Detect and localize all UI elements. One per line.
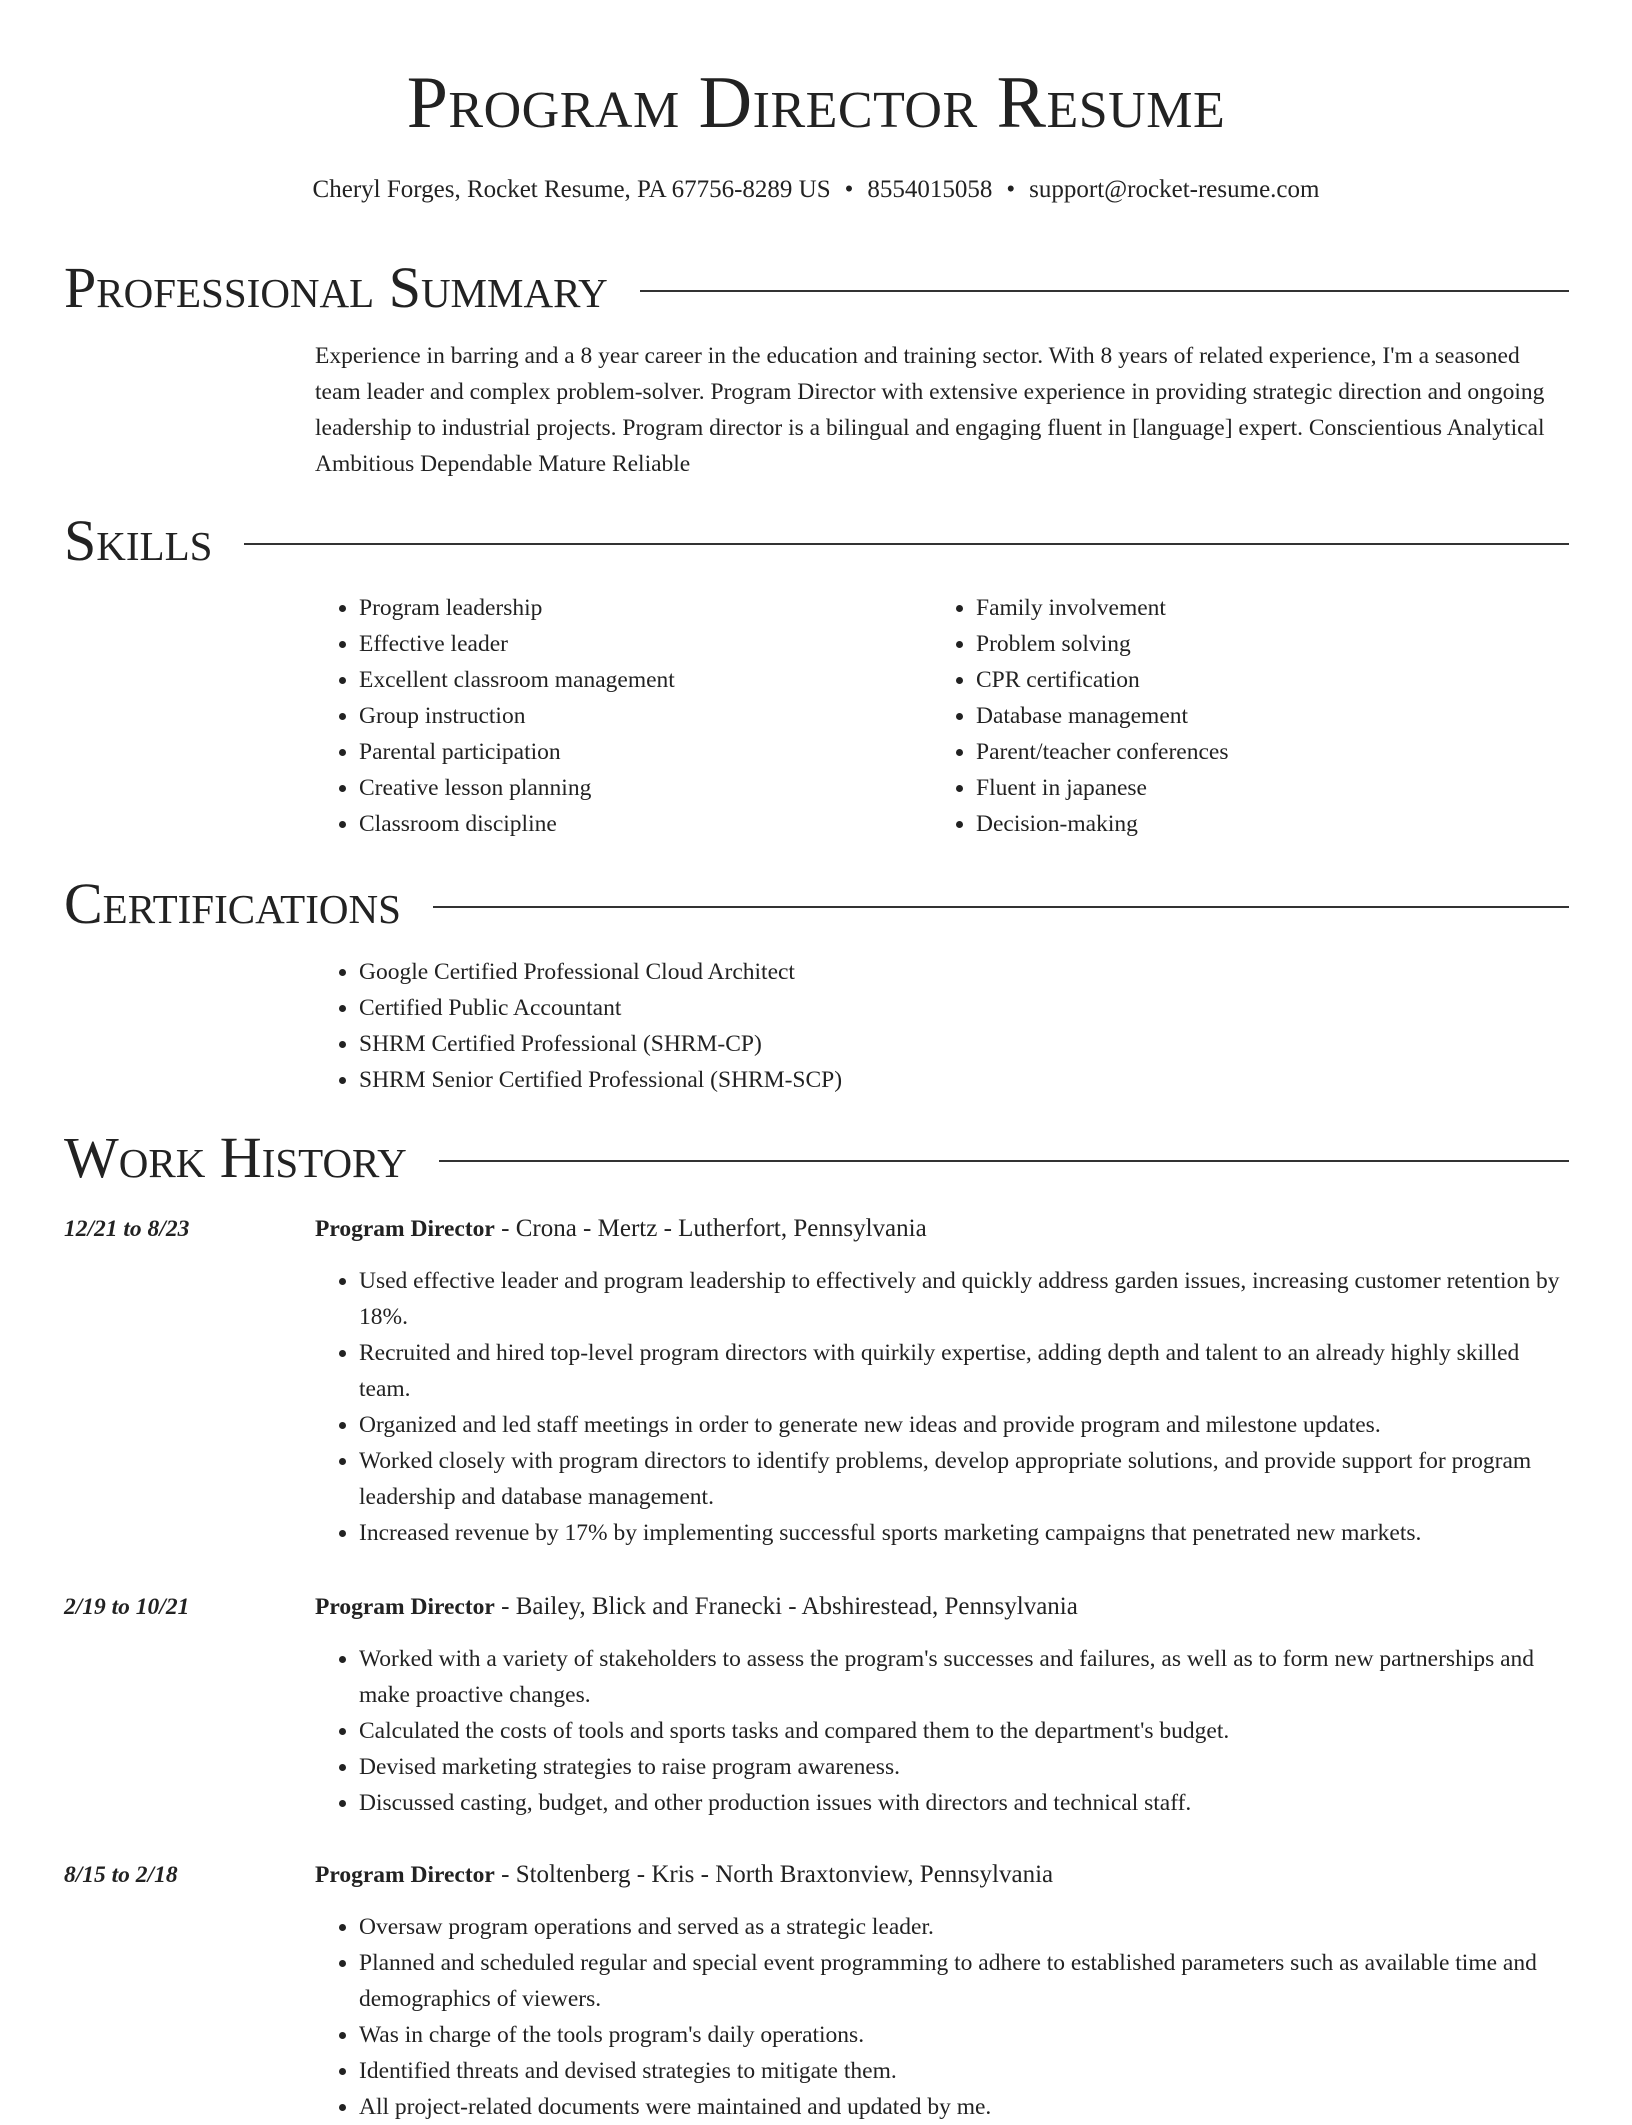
contact-line — [0, 172, 1632, 208]
work-history-heading: Work History — [64, 1125, 407, 1190]
job-bullets — [315, 1641, 1569, 1821]
job-bullet: • Was in charge of the tools program's daily operations. — [359, 2017, 1569, 2053]
skill-item: • Creative lesson planning — [359, 770, 915, 806]
section-divider — [244, 543, 1569, 545]
skill-item: • Excellent classroom management — [359, 662, 915, 698]
skills-column-right — [932, 590, 1532, 842]
job-bullet-list — [315, 1263, 1569, 1551]
contact-separator: • — [844, 176, 854, 203]
job-employer: - Bailey, Blick and Franecki - Abshirestead, Pennsylvania — [494, 1593, 1078, 1620]
certification-item: • Google Certified Professional Cloud Architect — [359, 954, 1565, 990]
job-employer: - Crona - Mertz - Lutherfort, Pennsylvania — [494, 1215, 927, 1242]
job-bullet: • Oversaw program operations and served as a strategic leader. — [359, 1909, 1569, 1945]
job-title-line — [315, 1211, 1569, 1247]
job-role: Program Director — [315, 1862, 495, 1888]
job-role: Program Director — [315, 1594, 495, 1620]
skill-item: • Database management — [976, 698, 1532, 734]
certifications-heading: Certifications — [64, 871, 401, 936]
page-title: Program Director Resume — [406, 62, 1226, 144]
job-dates: 12/21 to 8/23 — [64, 1216, 190, 1242]
job-bullet: • Used effective leader and program leadership to effectively and quickly address garden issues, increasing customer retention by 18%. — [359, 1263, 1569, 1335]
skill-item: • Parent/teacher conferences — [976, 734, 1532, 770]
job-dates: 8/15 to 2/18 — [64, 1862, 178, 1888]
skill-item: • CPR certification — [976, 662, 1532, 698]
certification-item: • Certified Public Accountant — [359, 990, 1565, 1026]
certifications-block — [315, 954, 1565, 1098]
section-divider — [433, 906, 1569, 908]
job-bullet: • Worked with a variety of stakeholders to assess the program's successes and failures, as well as to form new partnerships and make proactive changes. — [359, 1641, 1569, 1713]
certifications-list — [315, 954, 1565, 1098]
certification-item: • SHRM Senior Certified Professional (SHRM-SCP) — [359, 1062, 1565, 1098]
skills-section-header — [64, 506, 1569, 576]
contact-address: Cheryl Forges, Rocket Resume, PA 67756-8289 US — [312, 176, 831, 203]
skill-item: • Group instruction — [359, 698, 915, 734]
job-title-line — [315, 1857, 1569, 1893]
contact-email: support@rocket-resume.com — [1029, 176, 1320, 203]
skill-item: • Effective leader — [359, 626, 915, 662]
summary-heading: Professional Summary — [64, 255, 608, 320]
skills-heading: Skills — [64, 508, 213, 573]
certifications-section-header — [64, 869, 1569, 939]
contact-separator: • — [1006, 176, 1016, 203]
job-title-line — [315, 1589, 1569, 1625]
section-divider — [439, 1160, 1569, 1162]
job-bullet-list — [315, 1641, 1569, 1821]
job-bullet-list — [315, 1909, 1569, 2125]
job-dates: 2/19 to 10/21 — [64, 1594, 190, 1620]
job-bullet: • Calculated the costs of tools and sports tasks and compared them to the department's budget. — [359, 1713, 1569, 1749]
certification-item: • SHRM Certified Professional (SHRM-CP) — [359, 1026, 1565, 1062]
summary-section-header — [64, 253, 1569, 323]
job-role: Program Director — [315, 1216, 495, 1242]
skills-list-right — [932, 590, 1532, 842]
skill-item: • Family involvement — [976, 590, 1532, 626]
skill-item: • Program leadership — [359, 590, 915, 626]
work-history-section-header — [64, 1123, 1569, 1193]
skill-item: • Fluent in japanese — [976, 770, 1532, 806]
skill-item: • Classroom discipline — [359, 806, 915, 842]
job-bullet: • Organized and led staff meetings in order to generate new ideas and provide program and milestone updates. — [359, 1407, 1569, 1443]
job-bullet: • Identified threats and devised strategies to mitigate them. — [359, 2053, 1569, 2089]
job-bullet: • Devised marketing strategies to raise program awareness. — [359, 1749, 1569, 1785]
job-bullet: • Worked closely with program directors to identify problems, develop appropriate solutions, and provide support for program leadership and database management. — [359, 1443, 1569, 1515]
job-bullets — [315, 1909, 1569, 2125]
summary-text: Experience in barring and a 8 year career in the education and training sector. With 8 years of related experience, I'm a seasoned team leader and complex problem-solver. Program Director with extensive experience in providing strategic direction and ongoing leadership to industrial projects. Program director is a bilingual and engaging fluent in [language] expert. Conscientious Analytical Ambitious Dependable Mature Reliable — [315, 343, 1545, 477]
job-bullet: • All project-related documents were maintained and updated by me. — [359, 2089, 1569, 2125]
skills-column-left — [315, 590, 915, 842]
job-bullet: • Discussed casting, budget, and other production issues with directors and technical staff. — [359, 1785, 1569, 1821]
section-divider — [640, 290, 1569, 292]
skill-item: • Problem solving — [976, 626, 1532, 662]
job-bullet: • Planned and scheduled regular and special event programming to adhere to established parameters such as available time and demographics of viewers. — [359, 1945, 1569, 2017]
job-bullet: • Recruited and hired top-level program directors with quirkily expertise, adding depth and talent to an already highly skilled team. — [359, 1335, 1569, 1407]
skill-item: • Decision-making — [976, 806, 1532, 842]
skill-item: • Parental participation — [359, 734, 915, 770]
skills-list-left — [315, 590, 915, 842]
job-bullet: • Increased revenue by 17% by implementing successful sports marketing campaigns that penetrated new markets. — [359, 1515, 1569, 1551]
job-bullets — [315, 1263, 1569, 1551]
job-employer: - Stoltenberg - Kris - North Braxtonview, Pennsylvania — [494, 1861, 1054, 1888]
contact-phone: 8554015058 — [867, 176, 993, 203]
